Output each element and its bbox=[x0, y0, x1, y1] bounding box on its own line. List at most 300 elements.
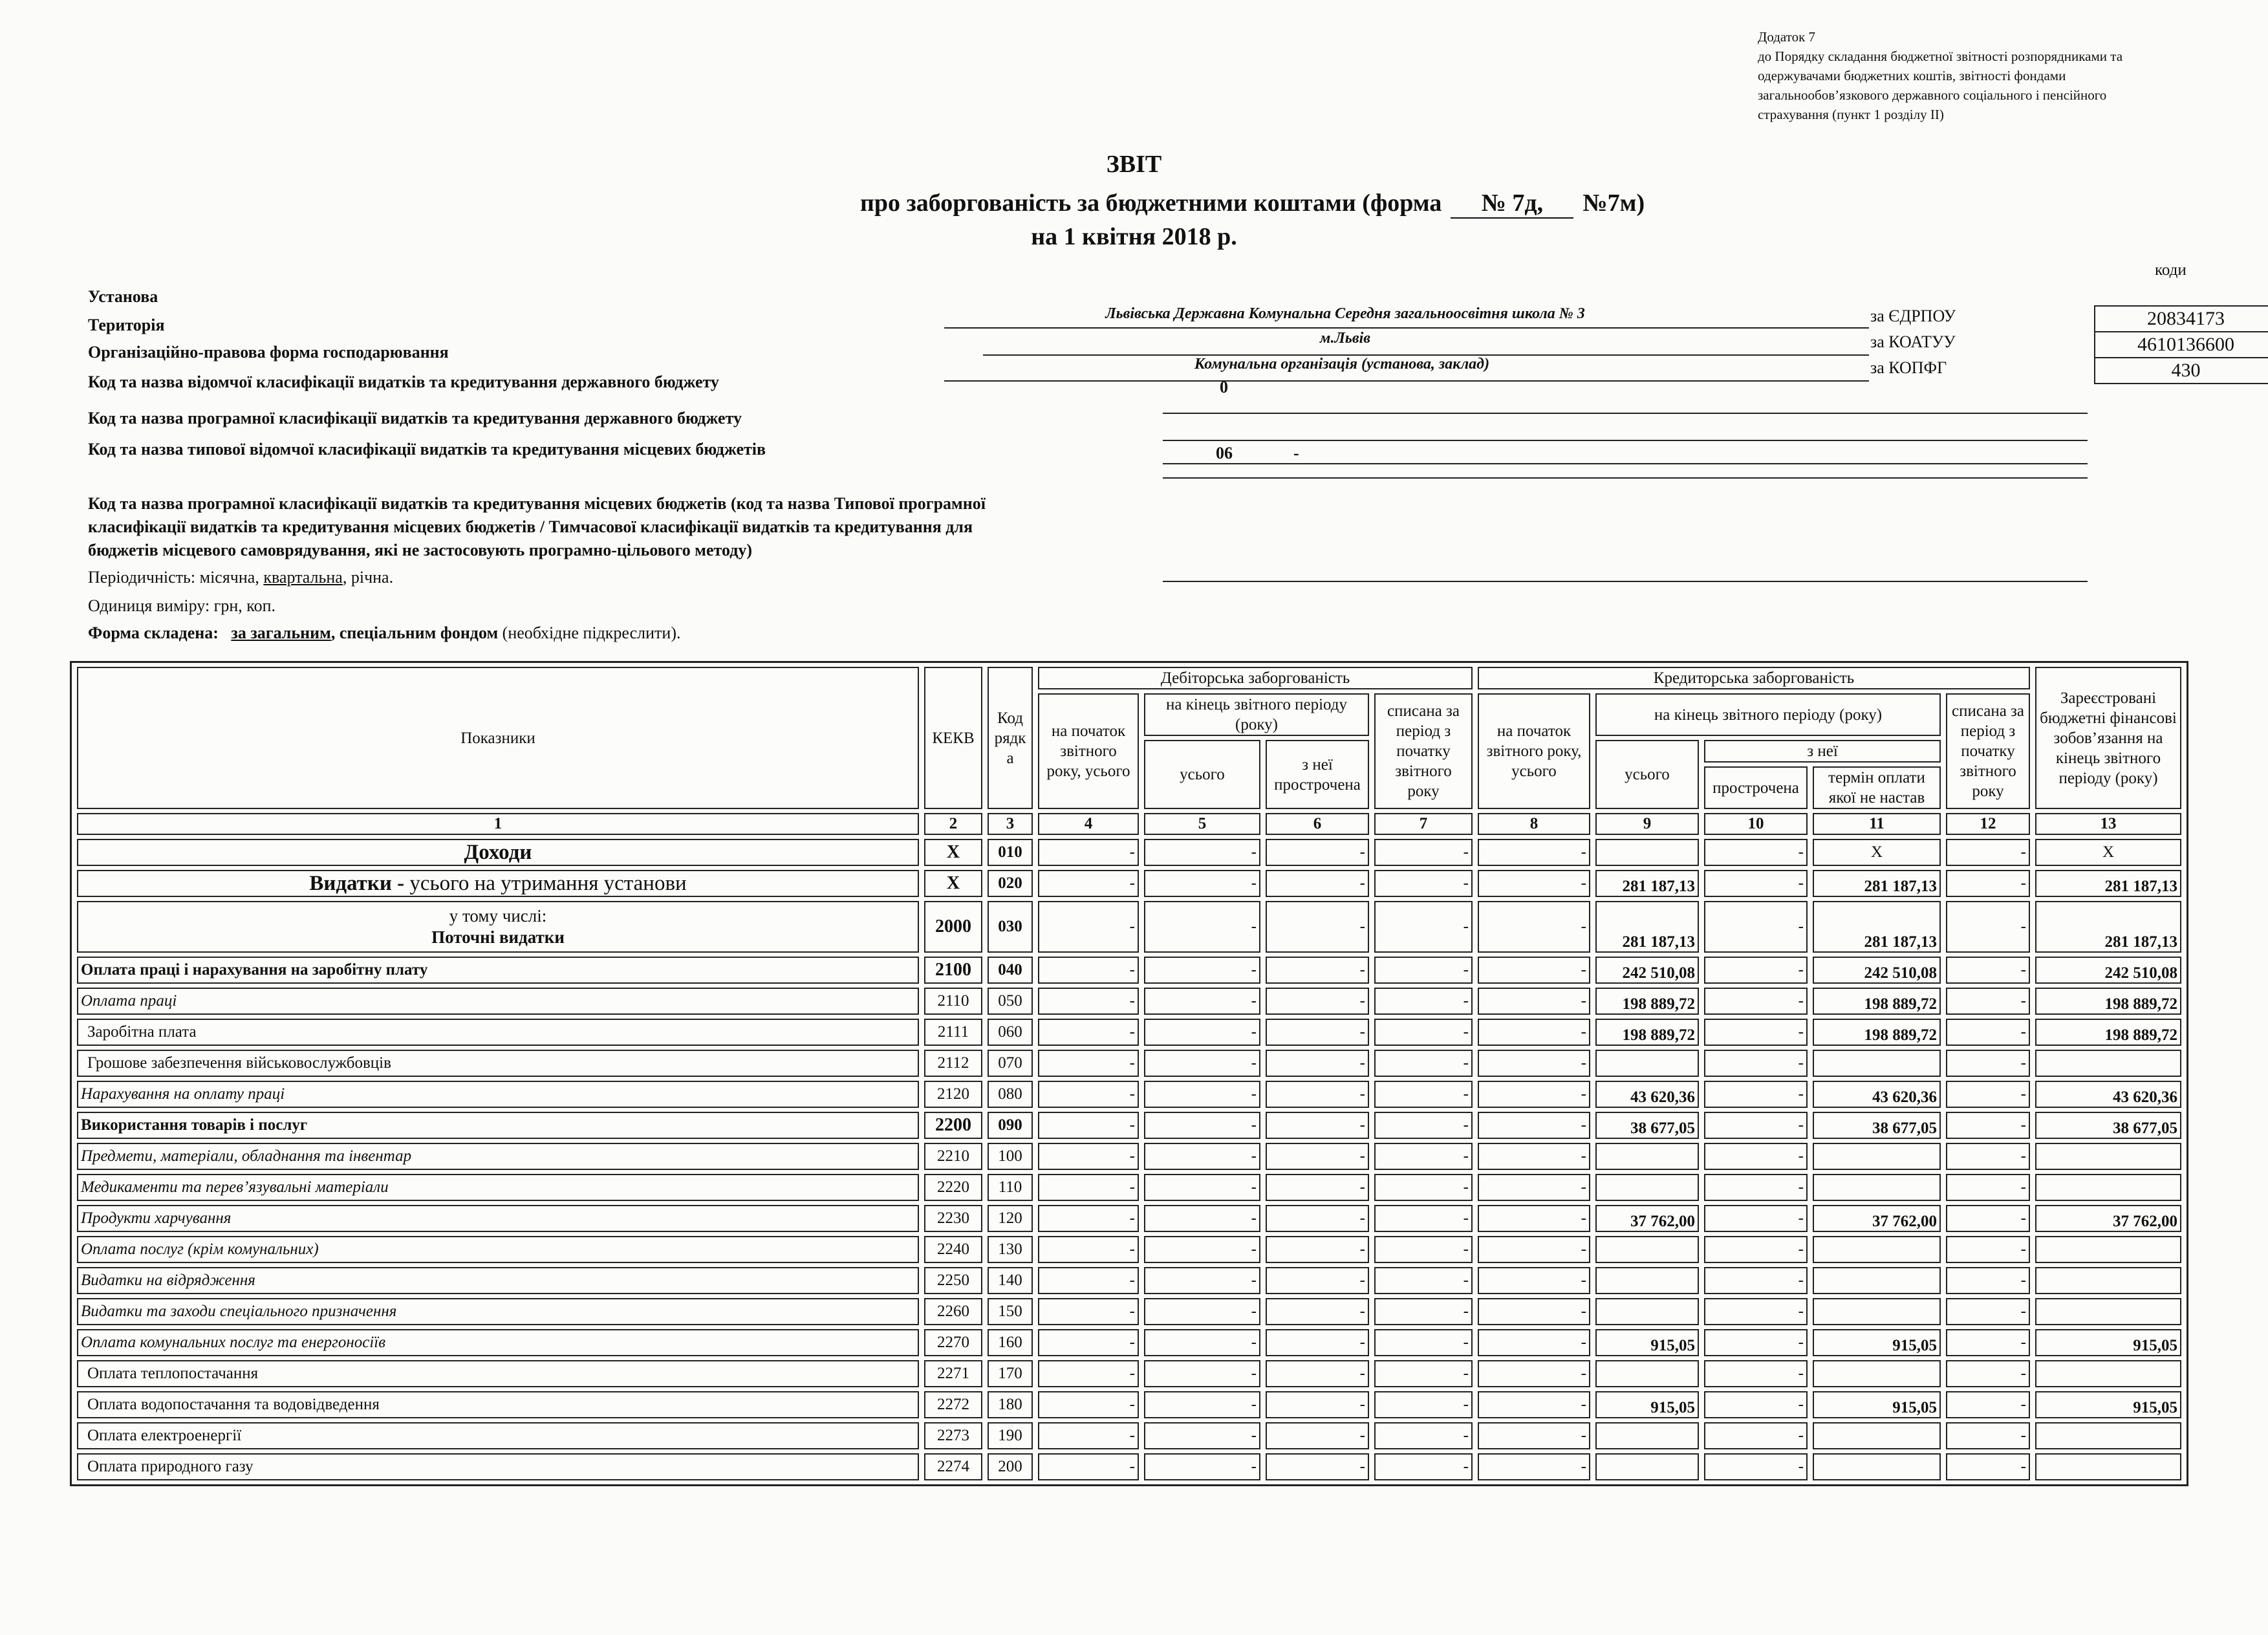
cell-col-5: - bbox=[1144, 1143, 1260, 1170]
cell-col-4: - bbox=[1038, 1019, 1139, 1046]
cell-col-7: - bbox=[1374, 1019, 1473, 1046]
row-kekv: 2230 bbox=[924, 1205, 982, 1232]
cell-col-13 bbox=[2035, 1050, 2181, 1077]
cell-col-11: 915,05 bbox=[1813, 1391, 1941, 1418]
row-kekv: 2260 bbox=[924, 1298, 982, 1325]
row-name: Оплата електроенергії bbox=[77, 1422, 919, 1449]
cell-col-4: - bbox=[1038, 1298, 1139, 1325]
cell-col-7: - bbox=[1374, 1143, 1473, 1170]
col-indicators: Показники bbox=[77, 667, 919, 809]
row-code: 160 bbox=[988, 1329, 1033, 1356]
cell-col-13: 281 187,13 bbox=[2035, 901, 2181, 953]
table-row bbox=[77, 1453, 2181, 1480]
cell-col-5: - bbox=[1144, 988, 1260, 1015]
cell-col-13: Х bbox=[2035, 839, 2181, 866]
table-row bbox=[77, 839, 2181, 866]
col-debit-end: на кінець звітного періоду (року) bbox=[1144, 693, 1369, 736]
cell-col-12: - bbox=[1946, 1050, 2030, 1077]
cell-col-11: 198 889,72 bbox=[1813, 1019, 1941, 1046]
periodicity-selected: квартальна bbox=[263, 568, 343, 587]
cell-col-10: - bbox=[1704, 1391, 1808, 1418]
cell-col-10: - bbox=[1704, 1050, 1808, 1077]
cell-col-8: - bbox=[1478, 1112, 1590, 1139]
cell-col-8: - bbox=[1478, 901, 1590, 953]
cell-col-12: - bbox=[1946, 1112, 2030, 1139]
annex-line: загальнообов’язкового державного соціального і пенсійного bbox=[1758, 87, 2107, 103]
cell-col-10: - bbox=[1704, 870, 1808, 897]
row-name bbox=[77, 870, 919, 897]
codes-header: коди bbox=[2155, 261, 2187, 279]
cell-col-6: - bbox=[1266, 1143, 1369, 1170]
cell-col-7: - bbox=[1374, 1267, 1473, 1294]
col-number: 13 bbox=[2035, 813, 2181, 835]
row-kekv: 2270 bbox=[924, 1329, 982, 1356]
cell-col-5: - bbox=[1144, 1329, 1260, 1356]
table-row bbox=[77, 1081, 2181, 1108]
cell-col-7: - bbox=[1374, 870, 1473, 897]
cell-col-8: - bbox=[1478, 1360, 1590, 1387]
cell-col-8: - bbox=[1478, 957, 1590, 984]
col-credit-end: на кінець звітного періоду (року) bbox=[1595, 693, 1941, 736]
cell-col-4: - bbox=[1038, 988, 1139, 1015]
cell-col-10: - bbox=[1704, 901, 1808, 953]
row-kekv: 2220 bbox=[924, 1174, 982, 1201]
cell-col-4: - bbox=[1038, 870, 1139, 897]
row-name: Продукти харчування bbox=[77, 1205, 919, 1232]
cell-col-9: 198 889,72 bbox=[1595, 988, 1699, 1015]
row-name-line: Поточні видатки bbox=[431, 927, 565, 947]
row-code: 140 bbox=[988, 1267, 1033, 1294]
cell-col-7: - bbox=[1374, 1081, 1473, 1108]
periodicity-prefix: Періодичність: місячна, bbox=[88, 568, 264, 587]
cell-col-11: 38 677,05 bbox=[1813, 1112, 1941, 1139]
table-row bbox=[77, 1298, 2181, 1325]
unit-of-measure: Одиниця виміру: грн, коп. bbox=[88, 596, 275, 615]
cell-col-13: 242 510,08 bbox=[2035, 957, 2181, 984]
cell-col-8: - bbox=[1478, 1298, 1590, 1325]
form-alt-number: №7м) bbox=[1582, 189, 1645, 217]
row-code: 200 bbox=[988, 1453, 1033, 1480]
cell-col-10: - bbox=[1704, 1081, 1808, 1108]
cell-col-6: - bbox=[1266, 1267, 1369, 1294]
table-row bbox=[77, 1174, 2181, 1201]
cell-col-7: - bbox=[1374, 1391, 1473, 1418]
cell-col-12: - bbox=[1946, 1391, 2030, 1418]
table-row bbox=[77, 901, 2181, 953]
koatuu-code: 4610136600 bbox=[2094, 331, 2268, 358]
cell-col-12: - bbox=[1946, 901, 2030, 953]
institution-value: Львівська Державна Комунальна Середня загальноосвітня школа № 3 bbox=[1105, 305, 1585, 322]
cell-col-12: - bbox=[1946, 1205, 2030, 1232]
row-name: Видатки на відрядження bbox=[77, 1267, 919, 1294]
row-code: 050 bbox=[988, 988, 1033, 1015]
report-title: ЗВІТ bbox=[1106, 151, 1162, 178]
col-registered: Зареєстровані бюджетні фінансові зобов’язання на кінець звітного періоду (року) bbox=[2035, 667, 2181, 809]
cell-col-7: - bbox=[1374, 1236, 1473, 1263]
cell-col-9 bbox=[1595, 1143, 1699, 1170]
cell-col-11: 43 620,36 bbox=[1813, 1081, 1941, 1108]
cell-col-12: - bbox=[1946, 1360, 2030, 1387]
row-name: Предмети, матеріали, обладнання та інвентар bbox=[77, 1143, 919, 1170]
col-credit-overdue: прострочена bbox=[1704, 766, 1808, 809]
territory-value: м.Львів bbox=[1320, 330, 1370, 347]
col-credit-total: усього bbox=[1595, 740, 1699, 809]
cell-col-11 bbox=[1813, 1360, 1941, 1387]
row-kekv: 2000 bbox=[924, 901, 982, 953]
table-row bbox=[77, 988, 2181, 1015]
cell-col-10: - bbox=[1704, 1422, 1808, 1449]
cell-col-9: 915,05 bbox=[1595, 1391, 1699, 1418]
cell-col-13: 281 187,13 bbox=[2035, 870, 2181, 897]
row-code: 130 bbox=[988, 1236, 1033, 1263]
cell-col-8: - bbox=[1478, 870, 1590, 897]
cell-col-9 bbox=[1595, 1298, 1699, 1325]
cell-col-8: - bbox=[1478, 1143, 1590, 1170]
cell-col-13 bbox=[2035, 1298, 2181, 1325]
cell-col-13: 198 889,72 bbox=[2035, 988, 2181, 1015]
cell-col-11 bbox=[1813, 1422, 1941, 1449]
col-kekv: КЕКВ bbox=[924, 667, 982, 809]
col-debit-written: списана за період з початку звітного року bbox=[1374, 693, 1473, 809]
annex-line: страхування (пункт 1 розділу ІІ) bbox=[1758, 107, 1944, 122]
cell-col-6: - bbox=[1266, 1050, 1369, 1077]
annex-line: до Порядку складання бюджетної звітності розпорядниками та bbox=[1758, 49, 2123, 64]
cell-col-4: - bbox=[1038, 1050, 1139, 1077]
cell-col-4: - bbox=[1038, 901, 1139, 953]
cell-col-5: - bbox=[1144, 957, 1260, 984]
cell-col-11 bbox=[1813, 1453, 1941, 1480]
row-kekv: 2271 bbox=[924, 1360, 982, 1387]
row-kekv: 2272 bbox=[924, 1391, 982, 1418]
cell-col-9: 242 510,08 bbox=[1595, 957, 1699, 984]
cell-col-4: - bbox=[1038, 1360, 1139, 1387]
col-credit-notdue: термін оплати якої не настав bbox=[1813, 766, 1941, 809]
periodicity bbox=[88, 568, 393, 587]
cell-col-7: - bbox=[1374, 1050, 1473, 1077]
subtitle-prefix: про заборгованість за бюджетними коштами (форма bbox=[860, 189, 1442, 217]
cell-col-10: - bbox=[1704, 988, 1808, 1015]
edrpou-label: за ЄДРПОУ bbox=[1870, 307, 1956, 325]
report-date: на 1 квітня 2018 р. bbox=[1031, 223, 1237, 250]
row-code: 100 bbox=[988, 1143, 1033, 1170]
col-debit-overdue: з неї прострочена bbox=[1266, 740, 1369, 809]
col-number: 2 bbox=[924, 813, 982, 835]
row-name: Оплата послуг (крім комунальних) bbox=[77, 1236, 919, 1263]
col-number: 5 bbox=[1144, 813, 1260, 835]
cell-col-8: - bbox=[1478, 1236, 1590, 1263]
cell-col-9: 198 889,72 bbox=[1595, 1019, 1699, 1046]
cell-col-9: 281 187,13 bbox=[1595, 870, 1699, 897]
row-code: 030 bbox=[988, 901, 1033, 953]
row-code: 020 bbox=[988, 870, 1033, 897]
table-row bbox=[77, 957, 2181, 984]
col-number: 12 bbox=[1946, 813, 2030, 835]
cell-col-6: - bbox=[1266, 1236, 1369, 1263]
row-name: Медикаменти та перев’язувальні матеріали bbox=[77, 1174, 919, 1201]
table-row bbox=[77, 1050, 2181, 1077]
kopfg-label: за КОПФГ bbox=[1870, 358, 1947, 377]
cell-col-4: - bbox=[1038, 1143, 1139, 1170]
cell-col-5: - bbox=[1144, 870, 1260, 897]
row-name: Нарахування на оплату праці bbox=[77, 1081, 919, 1108]
cell-col-4: - bbox=[1038, 957, 1139, 984]
row-name-line: у тому числі: bbox=[449, 906, 547, 926]
cell-col-6: - bbox=[1266, 1081, 1369, 1108]
cell-col-13: 198 889,72 bbox=[2035, 1019, 2181, 1046]
cell-col-4: - bbox=[1038, 1267, 1139, 1294]
col-number: 7 bbox=[1374, 813, 1473, 835]
cell-col-7: - bbox=[1374, 1422, 1473, 1449]
cell-col-4: - bbox=[1038, 1205, 1139, 1232]
kopfg-code: 430 bbox=[2094, 357, 2268, 384]
cell-col-8: - bbox=[1478, 1050, 1590, 1077]
cell-col-4: - bbox=[1038, 839, 1139, 866]
row-name: Оплата природного газу bbox=[77, 1453, 919, 1480]
row-name bbox=[77, 901, 919, 953]
row-name: Оплата теплопостачання bbox=[77, 1360, 919, 1387]
cell-col-12: - bbox=[1946, 957, 2030, 984]
cell-col-12: - bbox=[1946, 1422, 2030, 1449]
cell-col-4: - bbox=[1038, 1391, 1139, 1418]
row-kekv: 2112 bbox=[924, 1050, 982, 1077]
cell-col-10: - bbox=[1704, 1267, 1808, 1294]
cell-col-13: 38 677,05 bbox=[2035, 1112, 2181, 1139]
row-name-bold: Видатки - bbox=[309, 871, 410, 895]
typical-dept-value: 06 bbox=[1216, 444, 1233, 462]
cell-col-13 bbox=[2035, 1422, 2181, 1449]
cell-col-9: 281 187,13 bbox=[1595, 901, 1699, 953]
col-number: 6 bbox=[1266, 813, 1369, 835]
cell-col-5: - bbox=[1144, 1298, 1260, 1325]
periodicity-suffix: , річна. bbox=[342, 568, 394, 587]
col-number: 4 bbox=[1038, 813, 1139, 835]
row-code: 120 bbox=[988, 1205, 1033, 1232]
cell-col-8: - bbox=[1478, 1453, 1590, 1480]
cell-col-8: - bbox=[1478, 839, 1590, 866]
cell-col-13 bbox=[2035, 1453, 2181, 1480]
row-name: Оплата праці bbox=[77, 988, 919, 1015]
cell-col-6: - bbox=[1266, 1329, 1369, 1356]
cell-col-10: - bbox=[1704, 1236, 1808, 1263]
institution-label: Установа bbox=[88, 287, 158, 306]
row-kekv: 2111 bbox=[924, 1019, 982, 1046]
table-row bbox=[77, 1391, 2181, 1418]
cell-col-5: - bbox=[1144, 1360, 1260, 1387]
cell-col-9 bbox=[1595, 1236, 1699, 1263]
cell-col-4: - bbox=[1038, 1236, 1139, 1263]
col-number: 3 bbox=[988, 813, 1033, 835]
cell-col-12: - bbox=[1946, 1019, 2030, 1046]
cell-col-11: 198 889,72 bbox=[1813, 988, 1941, 1015]
cell-col-11: 915,05 bbox=[1813, 1329, 1941, 1356]
cell-col-12: - bbox=[1946, 1329, 2030, 1356]
col-credit-written: списана за період з початку звітного року bbox=[1946, 693, 2030, 809]
col-credit: Кредиторська заборгованість bbox=[1478, 667, 2030, 689]
cell-col-4: - bbox=[1038, 1329, 1139, 1356]
cell-col-4: - bbox=[1038, 1081, 1139, 1108]
cell-col-6: - bbox=[1266, 957, 1369, 984]
cell-col-6: - bbox=[1266, 1298, 1369, 1325]
cell-col-10: - bbox=[1704, 1453, 1808, 1480]
table-row bbox=[77, 870, 2181, 897]
cell-col-7: - bbox=[1374, 1174, 1473, 1201]
cell-col-5: - bbox=[1144, 1267, 1260, 1294]
row-name: Доходи bbox=[77, 839, 919, 866]
cell-col-10: - bbox=[1704, 1360, 1808, 1387]
cell-col-6: - bbox=[1266, 1112, 1369, 1139]
row-code: 010 bbox=[988, 839, 1033, 866]
row-kekv: 2274 bbox=[924, 1453, 982, 1480]
cell-col-7: - bbox=[1374, 1329, 1473, 1356]
row-kekv: 2250 bbox=[924, 1267, 982, 1294]
row-name-rest: усього на утримання установи bbox=[409, 871, 687, 895]
cell-col-5: - bbox=[1144, 901, 1260, 953]
cell-col-4: - bbox=[1038, 1422, 1139, 1449]
cell-col-9 bbox=[1595, 1422, 1699, 1449]
table-row bbox=[77, 1360, 2181, 1387]
cell-col-5: - bbox=[1144, 1205, 1260, 1232]
cell-col-12: - bbox=[1946, 1081, 2030, 1108]
annex-note bbox=[1758, 27, 2249, 124]
cell-col-7: - bbox=[1374, 1453, 1473, 1480]
table-row bbox=[77, 1236, 2181, 1263]
cell-col-13 bbox=[2035, 1174, 2181, 1201]
form-fund-rest: , спеціальним фондом bbox=[330, 623, 499, 642]
report-subtitle bbox=[860, 189, 1645, 219]
row-name: Видатки та заходи спеціального призначення bbox=[77, 1298, 919, 1325]
cell-col-11: 281 187,13 bbox=[1813, 870, 1941, 897]
cell-col-12: - bbox=[1946, 1236, 2030, 1263]
row-code: 190 bbox=[988, 1422, 1033, 1449]
table-row bbox=[77, 1019, 2181, 1046]
row-kekv: 2240 bbox=[924, 1236, 982, 1263]
table-row bbox=[77, 1205, 2181, 1232]
cell-col-4: - bbox=[1038, 1112, 1139, 1139]
cell-col-5: - bbox=[1144, 1019, 1260, 1046]
col-debit: Дебіторська заборгованість bbox=[1038, 667, 1473, 689]
cell-col-9: 38 677,05 bbox=[1595, 1112, 1699, 1139]
cell-col-5: - bbox=[1144, 1453, 1260, 1480]
cell-col-8: - bbox=[1478, 1422, 1590, 1449]
cell-col-11 bbox=[1813, 1236, 1941, 1263]
cell-col-6: - bbox=[1266, 988, 1369, 1015]
cell-col-12: - bbox=[1946, 1453, 2030, 1480]
cell-col-8: - bbox=[1478, 1329, 1590, 1356]
row-code: 170 bbox=[988, 1360, 1033, 1387]
cell-col-13: 37 762,00 bbox=[2035, 1205, 2181, 1232]
cell-col-6: - bbox=[1266, 839, 1369, 866]
form-fund-selected: за загальним bbox=[231, 623, 331, 642]
local-prog-label-2: класифікації видатків та кредитування місцевих бюджетів / Тимчасової класифікації видатків та кредитування для bbox=[88, 517, 973, 536]
col-number: 11 bbox=[1813, 813, 1941, 835]
cell-col-11 bbox=[1813, 1267, 1941, 1294]
cell-col-13 bbox=[2035, 1360, 2181, 1387]
row-name: Грошове забезпечення військовослужбовців bbox=[77, 1050, 919, 1077]
cell-col-13 bbox=[2035, 1267, 2181, 1294]
form-compiled-label: Форма складена: bbox=[88, 623, 219, 642]
table-body bbox=[77, 839, 2181, 1480]
cell-col-9 bbox=[1595, 1174, 1699, 1201]
cell-col-5: - bbox=[1144, 1236, 1260, 1263]
cell-col-7: - bbox=[1374, 1205, 1473, 1232]
cell-col-11 bbox=[1813, 1143, 1941, 1170]
edrpou-code: 20834173 bbox=[2094, 305, 2268, 332]
cell-col-11: 281 187,13 bbox=[1813, 901, 1941, 953]
cell-col-7: - bbox=[1374, 1360, 1473, 1387]
cell-col-11 bbox=[1813, 1174, 1941, 1201]
cell-col-10: - bbox=[1704, 1174, 1808, 1201]
cell-col-9: 915,05 bbox=[1595, 1329, 1699, 1356]
form-compiled bbox=[88, 623, 680, 643]
cell-col-9: 43 620,36 bbox=[1595, 1081, 1699, 1108]
row-code: 080 bbox=[988, 1081, 1033, 1108]
col-number: 10 bbox=[1704, 813, 1808, 835]
row-code: 150 bbox=[988, 1298, 1033, 1325]
cell-col-7: - bbox=[1374, 901, 1473, 953]
cell-col-9 bbox=[1595, 839, 1699, 866]
cell-col-10: - bbox=[1704, 1019, 1808, 1046]
cell-col-10: - bbox=[1704, 957, 1808, 984]
col-debit-begin: на початок звітного року, усього bbox=[1038, 693, 1139, 809]
cell-col-4: - bbox=[1038, 1174, 1139, 1201]
row-name: Оплата праці і нарахування на заробітну плату bbox=[77, 957, 919, 984]
cell-col-6: - bbox=[1266, 1205, 1369, 1232]
cell-col-5: - bbox=[1144, 1050, 1260, 1077]
col-debit-total: усього bbox=[1144, 740, 1260, 809]
cell-col-13: 915,05 bbox=[2035, 1329, 2181, 1356]
cell-col-5: - bbox=[1144, 1391, 1260, 1418]
cell-col-9 bbox=[1595, 1453, 1699, 1480]
row-kekv: 2200 bbox=[924, 1112, 982, 1139]
cell-col-6: - bbox=[1266, 901, 1369, 953]
cell-col-13: 43 620,36 bbox=[2035, 1081, 2181, 1108]
cell-col-6: - bbox=[1266, 1391, 1369, 1418]
cell-col-6: - bbox=[1266, 1453, 1369, 1480]
cell-col-5: - bbox=[1144, 1081, 1260, 1108]
col-credit-of: з неї bbox=[1704, 740, 1941, 763]
cell-col-10: - bbox=[1704, 1298, 1808, 1325]
local-prog-label-1: Код та назва програмної класифікації видатків та кредитування місцевих бюджетів (код та назва Типової програмної bbox=[88, 494, 986, 513]
cell-col-8: - bbox=[1478, 1391, 1590, 1418]
col-number: 9 bbox=[1595, 813, 1699, 835]
cell-col-12: - bbox=[1946, 839, 2030, 866]
col-number: 1 bbox=[77, 813, 919, 835]
row-code: 040 bbox=[988, 957, 1033, 984]
row-name: Оплата комунальних послуг та енергоносіїв bbox=[77, 1329, 919, 1356]
cell-col-7: - bbox=[1374, 839, 1473, 866]
col-row-code: Код рядк а bbox=[988, 667, 1033, 809]
row-kekv: Х bbox=[924, 870, 982, 897]
cell-col-8: - bbox=[1478, 1174, 1590, 1201]
territory-label: Територія bbox=[88, 316, 165, 334]
col-number: 8 bbox=[1478, 813, 1590, 835]
cell-col-10: - bbox=[1704, 1143, 1808, 1170]
form-number: № 7д, bbox=[1451, 189, 1573, 219]
cell-col-7: - bbox=[1374, 988, 1473, 1015]
cell-col-10: - bbox=[1704, 839, 1808, 866]
cell-col-8: - bbox=[1478, 1267, 1590, 1294]
cell-col-6: - bbox=[1266, 1019, 1369, 1046]
row-code: 090 bbox=[988, 1112, 1033, 1139]
row-name: Заробітна плата bbox=[77, 1019, 919, 1046]
cell-col-6: - bbox=[1266, 1360, 1369, 1387]
row-kekv: 2273 bbox=[924, 1422, 982, 1449]
dept-class-value: 0 bbox=[1220, 378, 1228, 396]
cell-col-13 bbox=[2035, 1143, 2181, 1170]
cell-col-11: 37 762,00 bbox=[1813, 1205, 1941, 1232]
cell-col-9 bbox=[1595, 1267, 1699, 1294]
cell-col-13 bbox=[2035, 1236, 2181, 1263]
